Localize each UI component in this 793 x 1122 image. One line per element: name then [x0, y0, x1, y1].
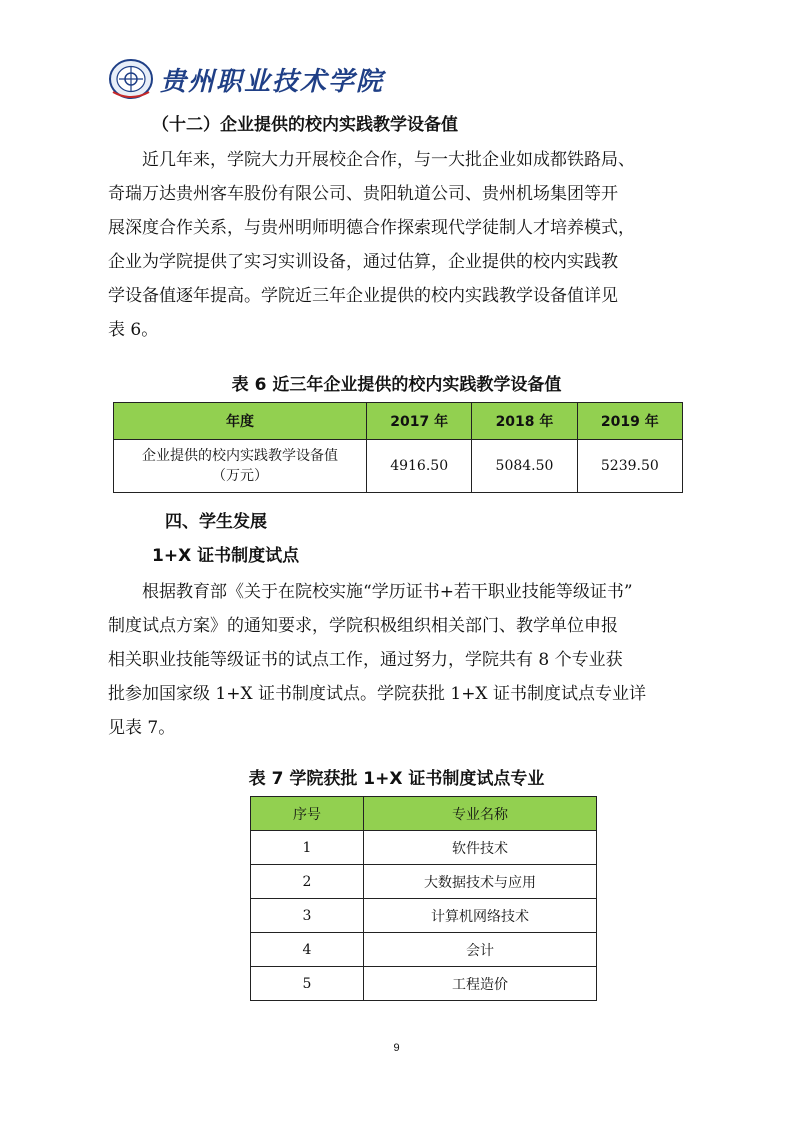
- table-header-cell: 2018 年: [472, 403, 577, 440]
- paragraph-line: 奇瑞万达贵州客车股份有限公司、贵阳轨道公司、贵州机场集团等开: [108, 184, 618, 204]
- school-logo-icon: [108, 58, 154, 100]
- table-row: [251, 967, 597, 1001]
- page-header: [108, 58, 384, 100]
- section-4-paragraph: [108, 575, 688, 745]
- table-cell: 软件技术: [364, 831, 597, 865]
- row-label-line1: 企业提供的校内实践教学设备值: [142, 448, 338, 464]
- table-header-cell: 2017 年: [367, 403, 472, 440]
- table-row: [251, 899, 597, 933]
- table6: [113, 402, 683, 493]
- paragraph-line: 相关职业技能等级证书的试点工作，通过努力，学院共有 8 个专业获: [108, 650, 623, 670]
- table-cell: 大数据技术与应用: [364, 865, 597, 899]
- table7: [250, 796, 597, 1001]
- table-cell: 5084.50: [472, 440, 577, 493]
- section-12-paragraph: [108, 143, 688, 347]
- table-row: [114, 440, 683, 493]
- table-cell: 3: [251, 899, 364, 933]
- paragraph-line: 近几年来，学院大力开展校企合作，与一大批企业如成都铁路局、: [142, 150, 635, 170]
- table-cell: 4: [251, 933, 364, 967]
- section-title-4: 四、学生发展: [165, 512, 267, 532]
- page-number: 9: [393, 1042, 400, 1054]
- table-header-cell: 专业名称: [364, 797, 597, 831]
- paragraph-line: 学设备值逐年提高。学院近三年企业提供的校内实践教学设备值详见: [108, 286, 618, 306]
- table-row: [251, 831, 597, 865]
- table-header-cell: 序号: [251, 797, 364, 831]
- table7-caption: 表 7 学院获批 1+X 证书制度试点专业: [248, 769, 545, 789]
- table-cell: 工程造价: [364, 967, 597, 1001]
- table-cell: 5: [251, 967, 364, 1001]
- table-cell: 会计: [364, 933, 597, 967]
- paragraph-line: 展深度合作关系，与贵州明师明德合作探索现代学徒制人才培养模式，: [108, 218, 635, 238]
- table-cell: 2: [251, 865, 364, 899]
- paragraph-line: 制度试点方案》的通知要求，学院积极组织相关部门、教学单位申报: [108, 616, 618, 636]
- section-subtitle: 1+X 证书制度试点: [152, 546, 300, 566]
- table-header-row: [251, 797, 597, 831]
- table-row: [251, 933, 597, 967]
- table-cell-label: [114, 440, 367, 493]
- table-header-cell: 2019 年: [577, 403, 682, 440]
- paragraph-line: 批参加国家级 1+X 证书制度试点。学院获批 1+X 证书制度试点专业详: [108, 684, 646, 704]
- table-cell: 4916.50: [367, 440, 472, 493]
- table-header-cell: 年度: [114, 403, 367, 440]
- row-label-line2: （万元）: [212, 468, 268, 484]
- paragraph-line: 表 6。: [108, 320, 159, 340]
- school-name: 贵州职业技术学院: [160, 66, 385, 97]
- table-cell: 计算机网络技术: [364, 899, 597, 933]
- paragraph-line: 根据教育部《关于在院校实施“学历证书+若干职业技能等级证书”: [142, 582, 633, 602]
- paragraph-line: 见表 7。: [108, 718, 176, 738]
- table6-caption: 表 6 近三年企业提供的校内实践教学设备值: [231, 375, 562, 395]
- table-header-row: [114, 403, 683, 440]
- table-cell: 5239.50: [577, 440, 682, 493]
- paragraph-line: 企业为学院提供了实习实训设备，通过估算，企业提供的校内实践教: [108, 252, 618, 272]
- section-title-12: （十二）企业提供的校内实践教学设备值: [152, 115, 458, 135]
- table-cell: 1: [251, 831, 364, 865]
- table-row: [251, 865, 597, 899]
